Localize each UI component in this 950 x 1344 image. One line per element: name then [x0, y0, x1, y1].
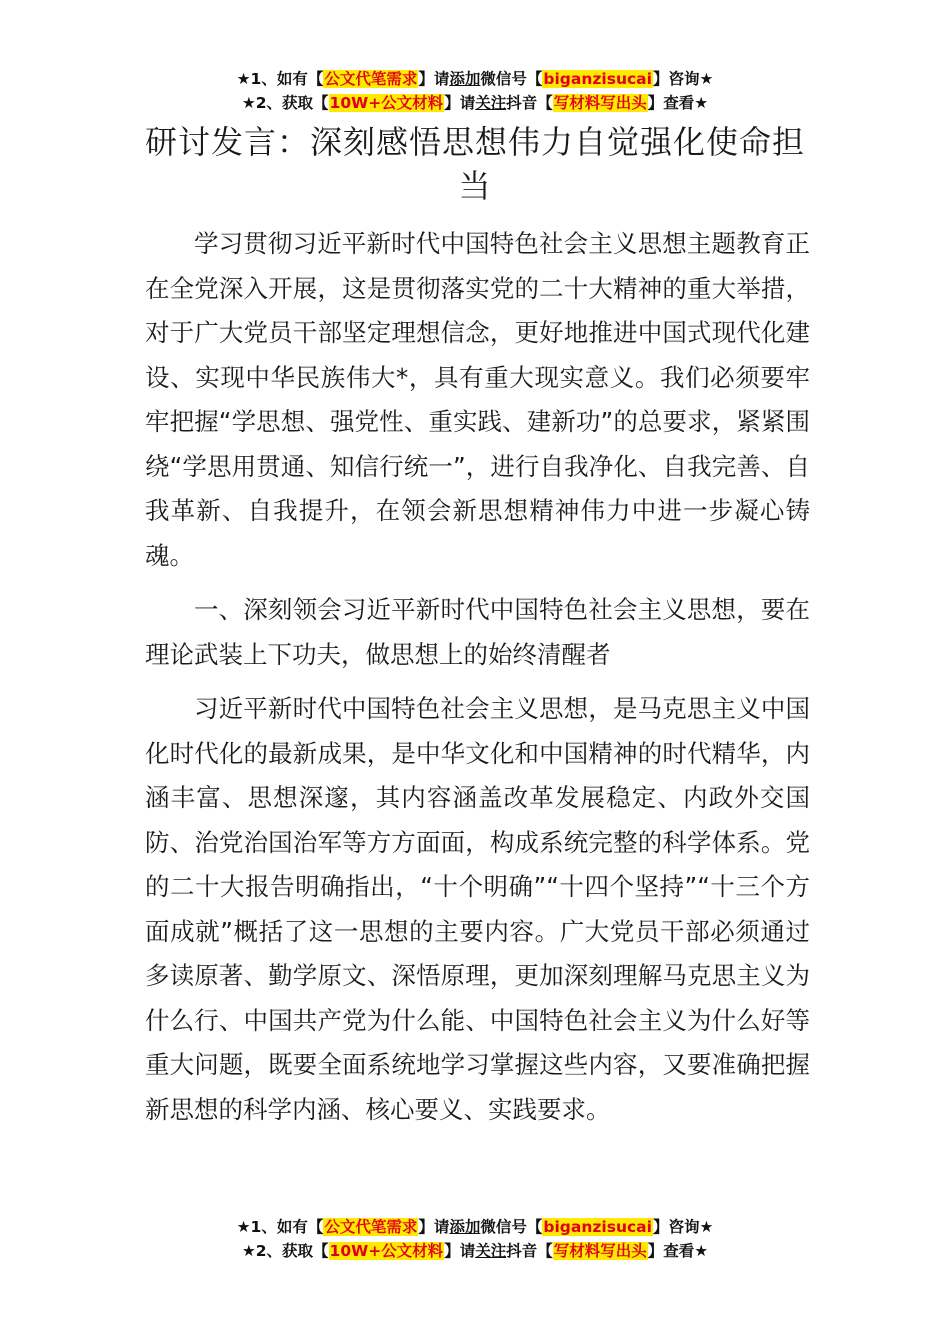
service-highlight: 公文代笔需求: [324, 1218, 418, 1236]
douyin-highlight: 写材料写出头: [553, 1242, 647, 1260]
material-highlight: 10W+公文材料: [329, 94, 444, 112]
material-highlight: 10W+公文材料: [329, 1242, 444, 1260]
paragraph-section-1: 习近平新时代中国特色社会主义思想，是马克思主义中国化时代化的最新成果，是中华文化和中国精神的时代精华，内涵丰富、思想深邃，其内容涵盖改革发展稳定、内政外交国防、治党治国治军等方方面面，构成系统完整的科学体系。党的二十大报告明确指出，“十个明确”“十四个坚持”“十三个方面成就”概括了这一思想的主要内容。广大党员干部必须通过多读原著、勤学原文、深悟原理，更加深刻理解马克思主义为什么行、中国共产党为什么能、中国特色社会主义为什么好等重大问题，既要全面系统地学习掌握这些内容，又要准确把握新思想的科学内涵、核心要义、实践要求。: [145, 694, 810, 1124]
douyin-highlight: 写材料写出头: [553, 94, 647, 112]
promo-line-2: ★2、获取【10W+公文材料】请关注抖音【写材料写出头】查看★: [241, 1242, 709, 1260]
service-highlight: 公文代笔需求: [324, 70, 418, 88]
promo-line-2: ★2、获取【10W+公文材料】请关注抖音【写材料写出头】查看★: [241, 94, 709, 112]
promo-line-1: ★1、如有【公文代笔需求】请添加微信号【biganzisucai】咨询★: [236, 1218, 714, 1236]
wechat-id-highlight: biganzisucai: [543, 1218, 652, 1236]
header-promo: [0, 68, 950, 116]
document-title: 研讨发言：深刻感悟思想伟力自觉强化使命担当: [145, 123, 806, 205]
footer-promo: [0, 1216, 950, 1264]
document-body: [145, 222, 810, 1142]
paragraph-intro: 学习贯彻习近平新时代中国特色社会主义思想主题教育正在全党深入开展，这是贯彻落实党的二十大精神的重大举措，对于广大党员干部坚定理想信念，更好地推进中国式现代化建设、实现中华民族伟大*，具有重大现实意义。我们必须要牢牢把握“学思想、强党性、重实践、建新功”的总要求，紧紧围绕“学思用贯通、知信行统一”，进行自我净化、自我完善、自我革新、自我提升，在领会新思想精神伟力中进一步凝心铸魂。: [145, 229, 810, 570]
promo-line-1: ★1、如有【公文代笔需求】请添加微信号【biganzisucai】咨询★: [236, 70, 714, 88]
wechat-id-highlight: biganzisucai: [543, 70, 652, 88]
section-heading-1: 一、深刻领会习近平新时代中国特色社会主义思想，要在理论武装上下功夫，做思想上的始终清醒者: [145, 595, 810, 669]
